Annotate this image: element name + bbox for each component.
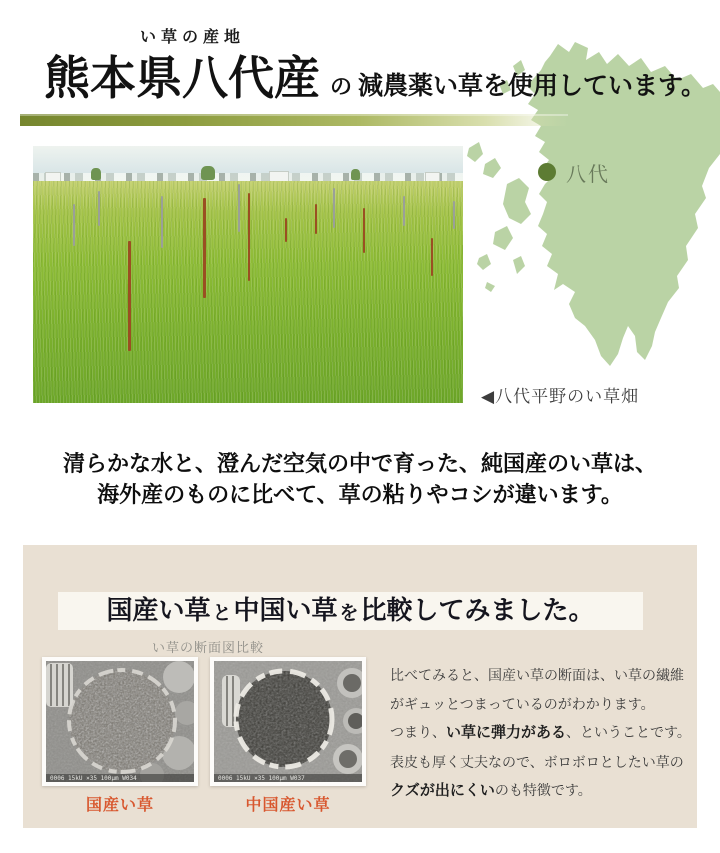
field-stake <box>128 241 131 351</box>
cross-section-subheading: い草の断面図比較 <box>152 640 265 655</box>
field-stake <box>403 196 405 226</box>
description-line-4: 表皮も厚く丈夫なので、ボロボロとしたい草の <box>390 753 684 770</box>
header-title-row <box>44 54 706 105</box>
yashiro-marker-label: 八代 <box>566 164 610 186</box>
heading-part: と <box>212 603 232 624</box>
comparison-section <box>23 545 697 828</box>
sem-chinese-graphic <box>214 661 362 782</box>
bold-phrase-no-crumbs: クズが出にくい <box>390 782 495 799</box>
heading-part: 比較してみました。 <box>360 596 595 625</box>
header-subtitle: い草の産地 <box>140 29 246 46</box>
igusa-field-photo <box>33 146 463 403</box>
heading-part: 中国い草 <box>233 596 338 625</box>
field-stake <box>238 184 240 232</box>
description-line-5: クズが出にくいのも特徴です。 <box>390 782 592 799</box>
field-stake <box>431 238 433 276</box>
header-particle: の <box>330 74 353 99</box>
description-line-2: がギュッとつまっているのがわかります。 <box>390 695 655 712</box>
yashiro-marker-dot <box>538 163 556 181</box>
gradient-divider-bar <box>20 114 568 126</box>
sem-label-chinese: 中国産い草 <box>245 797 331 814</box>
comparison-heading <box>58 592 643 630</box>
field-stake <box>73 204 75 246</box>
header-title-rest: 減農薬い草を使用しています。 <box>358 73 707 100</box>
field-stake <box>98 191 100 226</box>
field-stake <box>453 201 455 229</box>
sem-photo-chinese <box>210 657 366 786</box>
heading-part: 国産い草 <box>106 596 211 625</box>
field-stake <box>248 193 250 281</box>
tree-silhouette <box>351 169 360 180</box>
field-stake <box>161 196 163 248</box>
photo-caption: ◀八代平野のい草畑 <box>481 387 640 406</box>
tree-silhouette <box>201 166 215 180</box>
field-stake <box>333 188 335 228</box>
heading-part: を <box>339 603 359 624</box>
field-stake <box>203 198 206 298</box>
bold-phrase-elasticity: い草に弾力がある <box>446 724 567 741</box>
field-stake <box>285 218 287 242</box>
sem-meta-text: 0006 15kU ×35 100μm W037 <box>218 775 305 782</box>
sem-domestic-graphic <box>46 661 194 782</box>
description-line-1: 比べてみると、国産い草の断面は、い草の繊維 <box>390 667 684 683</box>
sem-photo-domestic <box>42 657 198 786</box>
tree-silhouette <box>91 168 101 180</box>
sem-label-domestic: 国産い草 <box>85 797 154 814</box>
intro-line-2: 海外産のものに比べて、草の粘りやコシが違います。 <box>97 482 623 507</box>
intro-paragraph <box>0 448 720 510</box>
sem-meta-text: 0006 15kU ×35 100μm W034 <box>50 775 137 782</box>
field-stake <box>363 208 365 253</box>
description-line-3: つまり、い草に弾力がある、ということです。 <box>390 724 691 741</box>
intro-line-1: 清らかな水と、澄んだ空気の中で育った、純国産のい草は、 <box>62 451 657 476</box>
comparison-description <box>390 661 691 806</box>
header-title: 熊本県八代産 <box>44 53 320 104</box>
field-stake <box>315 204 317 234</box>
